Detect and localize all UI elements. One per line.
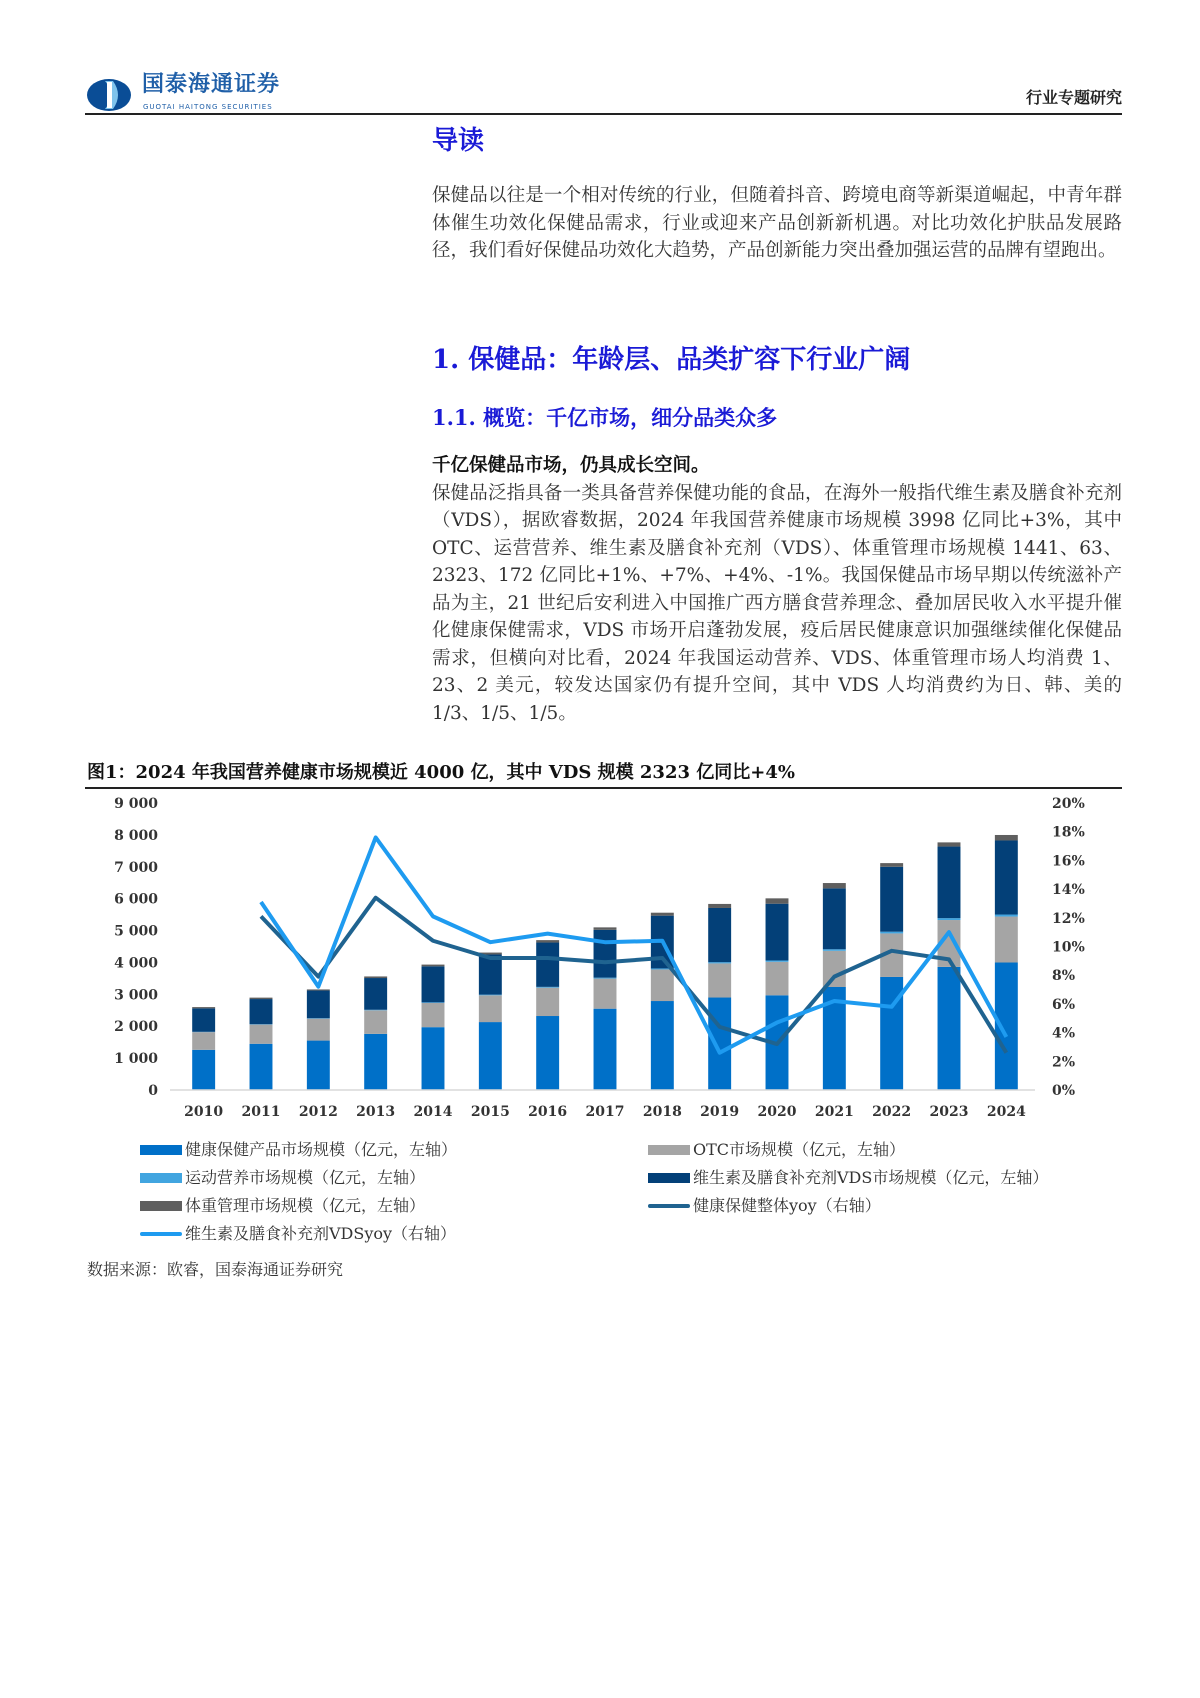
intro-title: 导读 bbox=[432, 126, 485, 156]
x-tick-label: 2023 bbox=[929, 1104, 969, 1120]
bar-segment bbox=[422, 1003, 445, 1027]
legend-label: OTC市场规模（亿元，左轴） bbox=[693, 1140, 906, 1159]
bar-segment bbox=[708, 904, 731, 908]
bar-segment bbox=[479, 954, 502, 994]
x-tick-label: 2021 bbox=[814, 1104, 854, 1120]
y-right-tick-label: 6% bbox=[1052, 996, 1076, 1013]
x-tick-label: 2010 bbox=[184, 1104, 224, 1120]
bar-segment bbox=[766, 960, 789, 961]
legend-label: 维生素及膳食补充剂VDS市场规模（亿元，左轴） bbox=[693, 1168, 1049, 1187]
bar-segment bbox=[479, 995, 502, 996]
legend-swatch bbox=[648, 1173, 690, 1183]
y-left-tick-label: 2 000 bbox=[114, 1019, 158, 1036]
bar-segment bbox=[479, 1022, 502, 1090]
bar-segment bbox=[823, 888, 846, 949]
bar-segment bbox=[422, 1027, 445, 1090]
legend-swatch bbox=[648, 1145, 690, 1155]
bar-segment bbox=[594, 979, 617, 1009]
bar-segment bbox=[823, 949, 846, 951]
x-tick-label: 2018 bbox=[642, 1104, 682, 1120]
legend-item-sports bbox=[140, 1168, 425, 1188]
y-right-tick-label: 12% bbox=[1052, 910, 1085, 927]
bar-segment bbox=[422, 965, 445, 967]
legend-label: 运动营养市场规模（亿元，左轴） bbox=[185, 1168, 426, 1187]
y-left-tick-label: 4 000 bbox=[114, 955, 158, 972]
bar-segment bbox=[708, 962, 731, 963]
x-tick-label: 2012 bbox=[298, 1104, 338, 1120]
y-left-tick-label: 8 000 bbox=[114, 827, 158, 844]
bar-segment bbox=[192, 1032, 215, 1050]
legend-swatch bbox=[140, 1232, 182, 1236]
bar-segment bbox=[364, 1010, 387, 1011]
bar-segment bbox=[307, 989, 330, 990]
x-tick-label: 2015 bbox=[470, 1104, 510, 1120]
y-left-tick-label: 5 000 bbox=[114, 923, 158, 940]
x-tick-label: 2019 bbox=[700, 1104, 740, 1120]
bar-segment bbox=[536, 943, 559, 987]
bar-segment bbox=[823, 883, 846, 888]
bar-segment bbox=[536, 940, 559, 942]
bar-segment bbox=[250, 1025, 273, 1044]
y-left-tick-label: 6 000 bbox=[114, 891, 158, 908]
bar-segment bbox=[880, 863, 903, 867]
figure-caption: 图1：2024 年我国营养健康市场规模近 4000 亿，其中 VDS 规模 2323 亿同比+4% bbox=[87, 762, 795, 783]
bar-segment bbox=[250, 998, 273, 999]
y-left-tick-label: 0 bbox=[148, 1083, 158, 1099]
bar-segment bbox=[995, 835, 1018, 840]
bar-segment bbox=[766, 962, 789, 995]
bar-segment bbox=[250, 1044, 273, 1090]
bar-segment bbox=[938, 967, 961, 1090]
bar-segment bbox=[192, 1007, 215, 1008]
bar-segment bbox=[938, 918, 961, 920]
y-right-tick-label: 4% bbox=[1052, 1025, 1076, 1042]
bar-segment bbox=[307, 1019, 330, 1041]
y-right-tick-label: 8% bbox=[1052, 968, 1076, 985]
bar-segment bbox=[651, 913, 674, 916]
paragraph-body: 保健品泛指具备一类具备营养保健功能的食品，在海外一般指代维生素及膳食补充剂（VDS），据欧睿数据，2024 年我国营养健康市场规模 3998 亿同比+3%，其中 OTC、运营营养、维生素及膳食补充剂（VDS）、体重管理市场规模 1441、63、2323、172 亿同比+1%、+7%、+4%、-1%。我国保健品市场早期以传统滋补产品为主，21 世纪后安利进入中国推广西方膳食营养理念、叠加居民收入水平提升催化健康保健需求，VDS 市场开启蓬勃发展，疫后居民健康意识加强继续催化保健品需求，但横向对比看，2024 年我国运动营养、VDS、体重管理市场人均消费 1、23、2 美元，较发达国家仍有提升空间，其中 VDS 人均消费约为日、韩、美的 1/3、1/5、1/5。 bbox=[432, 482, 1122, 724]
legend-item-vds bbox=[648, 1168, 1048, 1188]
bar-segment bbox=[880, 867, 903, 932]
bar-segment bbox=[307, 1041, 330, 1090]
figure-source: 数据来源：欧睿，国泰海通证券研究 bbox=[87, 1260, 344, 1279]
paragraph-lead: 千亿保健品市场，仍具成长空间。 bbox=[432, 455, 710, 476]
legend-label: 健康保健整体yoy（右轴） bbox=[693, 1196, 881, 1215]
legend-swatch bbox=[648, 1204, 690, 1208]
y-left-tick-label: 1 000 bbox=[114, 1051, 158, 1068]
bar-segment bbox=[364, 976, 387, 978]
bar-segment bbox=[422, 1002, 445, 1003]
bar-segment bbox=[708, 963, 731, 997]
bar-segment bbox=[880, 932, 903, 934]
legend-label: 健康保健产品市场规模（亿元，左轴） bbox=[185, 1140, 458, 1159]
bar-segment bbox=[536, 1016, 559, 1090]
bar-segment bbox=[995, 917, 1018, 963]
bar-segment bbox=[995, 840, 1018, 914]
y-left-tick-label: 7 000 bbox=[114, 859, 158, 876]
bar-segment bbox=[766, 898, 789, 903]
x-tick-label: 2013 bbox=[356, 1104, 396, 1120]
report-type: 行业专题研究 bbox=[1025, 88, 1122, 107]
bar-segment bbox=[651, 1001, 674, 1090]
bar-segment bbox=[938, 842, 961, 846]
legend-swatch bbox=[140, 1173, 182, 1183]
legend-item-health bbox=[140, 1140, 457, 1160]
bar-segment bbox=[364, 1034, 387, 1090]
x-tick-label: 2011 bbox=[241, 1104, 281, 1120]
bar-segment bbox=[995, 915, 1018, 917]
y-right-tick-label: 18% bbox=[1052, 824, 1085, 841]
legend-item-total-yoy bbox=[648, 1196, 881, 1216]
y-right-tick-label: 10% bbox=[1052, 939, 1085, 956]
x-tick-label: 2016 bbox=[528, 1104, 568, 1120]
x-tick-label: 2024 bbox=[986, 1104, 1026, 1120]
subsection-title: 1.1. 概览：千亿市场，细分品类众多 bbox=[432, 405, 778, 430]
bar-segment bbox=[364, 1010, 387, 1034]
bar-segment bbox=[250, 999, 273, 1024]
logo-text-cn: 国泰海通证券 bbox=[142, 72, 281, 97]
bar-segment bbox=[766, 904, 789, 961]
intro-paragraph: 保健品以往是一个相对传统的行业，但随着抖音、跨境电商等新渠道崛起，中青年群体催生功效化保健品需求，行业或迎来产品创新新机遇。对比功效化护肤品发展路径，我们看好保健品功效化大趋势，产品创新能力突出叠加强运营的品牌有望跑出。 bbox=[432, 185, 1122, 261]
bar-segment bbox=[192, 1050, 215, 1090]
legend-item-otc bbox=[648, 1140, 905, 1160]
section-title: 1. 保健品：年龄层、品类扩容下行业广阔 bbox=[432, 345, 911, 375]
y-right-tick-label: 20% bbox=[1052, 796, 1085, 812]
legend-item-weight bbox=[140, 1196, 425, 1216]
bar-segment bbox=[594, 927, 617, 929]
bar-segment bbox=[192, 1008, 215, 1031]
bar-segment bbox=[708, 908, 731, 962]
y-left-tick-label: 3 000 bbox=[114, 987, 158, 1004]
legend-item-vds-yoy bbox=[140, 1224, 456, 1244]
bar-segment bbox=[364, 978, 387, 1010]
bar-segment bbox=[708, 998, 731, 1090]
y-left-tick-label: 9 000 bbox=[114, 796, 158, 812]
y-right-tick-label: 0% bbox=[1052, 1083, 1076, 1099]
bar-segment bbox=[479, 995, 502, 1022]
y-right-tick-label: 16% bbox=[1052, 853, 1085, 870]
legend-label: 体重管理市场规模（亿元，左轴） bbox=[185, 1196, 426, 1215]
y-right-tick-label: 14% bbox=[1052, 882, 1085, 899]
bar-segment bbox=[594, 978, 617, 979]
x-tick-label: 2014 bbox=[413, 1104, 453, 1120]
legend-label: 维生素及膳食补充剂VDSyoy（右轴） bbox=[185, 1224, 457, 1243]
bar-segment bbox=[594, 930, 617, 978]
bar-segment bbox=[651, 969, 674, 1001]
x-tick-label: 2022 bbox=[872, 1104, 912, 1120]
bar-segment bbox=[536, 988, 559, 1016]
logo-text-en: GUOTAI HAITONG SECURITIES bbox=[143, 103, 273, 111]
legend-swatch bbox=[140, 1201, 182, 1211]
y-right-tick-label: 2% bbox=[1052, 1054, 1076, 1071]
bar-segment bbox=[422, 966, 445, 1002]
bar-segment bbox=[594, 1009, 617, 1090]
bar-segment bbox=[823, 951, 846, 987]
x-tick-label: 2017 bbox=[585, 1104, 625, 1120]
bar-segment bbox=[938, 847, 961, 919]
x-tick-label: 2020 bbox=[757, 1104, 797, 1120]
legend-swatch bbox=[140, 1145, 182, 1155]
bar-segment bbox=[536, 987, 559, 988]
bar-segment bbox=[307, 991, 330, 1019]
